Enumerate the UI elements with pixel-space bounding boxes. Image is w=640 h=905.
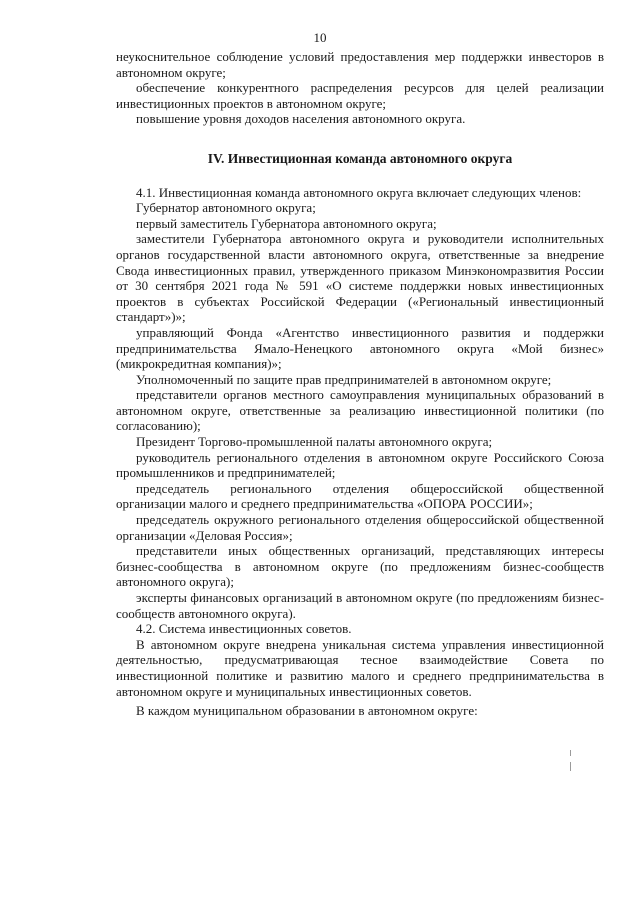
list-item: эксперты финансовых организаций в автономном округе (по предложениям бизнес-сообществ автономного округа). — [116, 590, 604, 621]
list-item: руководитель регионального отделения в автономном округе Российского Союза промышленников и предпринимателей; — [116, 449, 604, 481]
page-number: 10 — [313, 30, 327, 45]
list-item: председатель регионального отделения общероссийской общественной организации малого и среднего предпринимательства «ОПОРА РОССИИ»; — [116, 480, 604, 512]
list-item: председатель окружного регионального отделения общероссийской общественной организации «Деловая Россия»; — [116, 512, 604, 543]
list-item: первый заместитель Губернатора автономного округа; — [136, 215, 437, 231]
paragraph: В автономном округе внедрена уникальная система управления инвестиционной деятельностью, предусматривающая тесное взаимодействие Совета по инвестиционной политике и развитию малого и среднего предпринимательства в автономном округе и муниципальных инвестиционных советов. — [116, 636, 604, 699]
paragraph: обеспечение конкурентного распределения ресурсов для целей реализации инвестиционных проектов в автономном округе; — [116, 80, 604, 111]
scan-mark — [570, 762, 571, 771]
paragraph: В каждом муниципальном образовании в автономном округе: — [136, 703, 478, 719]
scan-mark — [570, 750, 571, 756]
list-item: Уполномоченный по защите прав предпринимателей в автономном округе; — [136, 371, 552, 387]
list-item: управляющий Фонда «Агентство инвестиционного развития и поддержки предпринимательства Ямало-Ненецкого автономного округа «Мой бизнес» (микрокредитная компания)»; — [116, 324, 604, 372]
paragraph: повышение уровня доходов населения автономного округа. — [136, 111, 466, 127]
section-heading: IV. Инвестиционная команда автономного округа — [207, 150, 513, 166]
list-item: заместители Губернатора автономного округа и руководители исполнительных органов государственной власти автономного округа, ответственные за внедрение Свода инвестиционных правил, утвержденного приказом Минэкономразвития России от 30 сентября 2021 года № 591 «О системе поддержки новых инвестиционных проектов в субъектах Российской Федерации («Региональный инвестиционный стандарт»)»; — [116, 231, 604, 325]
subsection-heading: 4.2. Система инвестиционных советов. — [136, 621, 352, 637]
list-item: Президент Торгово-промышленной палаты автономного округа; — [136, 434, 493, 450]
list-item: представители органов местного самоуправления муниципальных образований в автономном округе, ответственные за реализацию инвестиционной политики (по согласованию); — [116, 387, 604, 434]
paragraph: 4.1. Инвестиционная команда автономного округа включает следующих членов: — [136, 184, 582, 200]
list-item: представители иных общественных организаций, представляющих интересы бизнес-сообщества в автономном округе (по предложениям бизнес-сообществ автономного округа); — [116, 543, 604, 590]
paragraph: неукоснительное соблюдение условий предоставления мер поддержки инвесторов в автономном округе; — [116, 49, 604, 80]
list-item: Губернатор автономного округа; — [136, 200, 316, 216]
document-body — [116, 49, 604, 719]
